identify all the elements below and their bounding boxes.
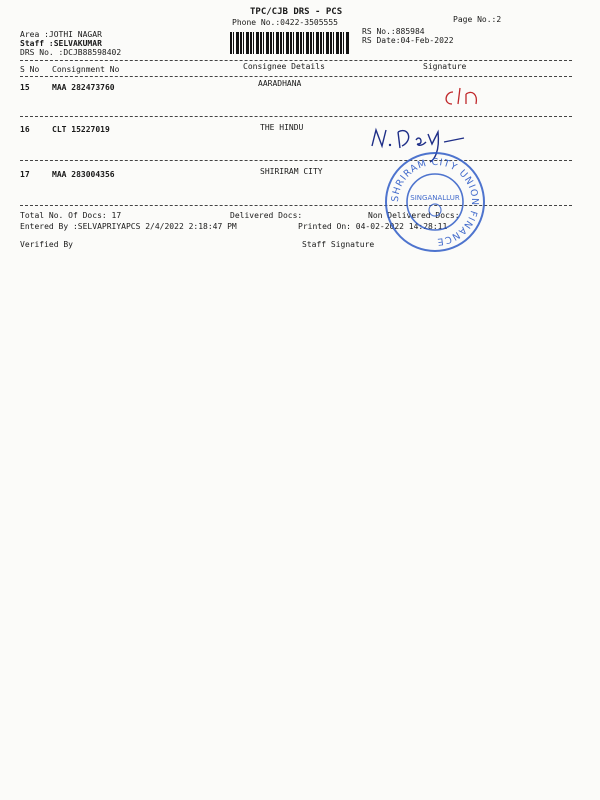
row-consignee: SHIRIRAM CITY [260,167,323,176]
stamp-ring-text: SHRIRAM CITY UNION FINANCE [389,156,481,248]
col-signature: Signature [423,62,467,71]
staff: Staff :SELVAKUMAR [20,39,102,48]
total-docs: Total No. Of Docs: 17 [20,211,122,220]
row-consignment: MAA 282473760 [52,83,115,92]
document-title: TPC/CJB DRS - PCS [250,7,343,17]
row-divider [20,116,572,117]
staff-signature: Staff Signature [302,240,375,249]
row-consignee: THE HINDU [260,123,304,132]
row-divider [20,205,572,206]
svg-text:SHRIRAM CITY UNION FINANCE [390,157,480,247]
entered-by: Entered By :SELVAPRIYAPCS 2/4/2022 2:18:47 PM [20,222,237,231]
printed-on: Printed On: 04-02-2022 14:28:11 [298,222,448,231]
rs-number: RS No.:885984 [362,27,425,36]
row-consignment: CLT 15227019 [52,125,110,134]
col-consignee: Consignee Details [243,62,325,71]
barcode [230,32,350,54]
page-number: Page No.:2 [453,15,502,24]
row-sno: 16 [20,125,30,134]
row-consignee: AARADHANA [258,79,302,88]
divider [20,60,572,61]
row-sno: 17 [20,170,30,179]
non-delivered-docs: Non Delivered Docs: [368,211,460,220]
divider [20,76,572,77]
drs-number: DRS No. :DCJB88598402 [20,48,122,57]
row-divider [20,160,572,161]
col-consignment: Consignment No [52,65,120,74]
rs-date: RS Date:04-Feb-2022 [362,36,454,45]
row-sno: 15 [20,83,30,92]
company-stamp [383,150,487,254]
area: Area :JOTHI NAGAR [20,30,102,39]
verified-by: Verified By [20,240,73,249]
phone-number: Phone No.:0422-3505555 [232,18,338,27]
row-consignment: MAA 283004356 [52,170,115,179]
delivered-docs: Delivered Docs: [230,211,303,220]
handwritten-note [440,86,490,110]
stamp-center-text: SINGANALLUR [410,194,460,202]
col-sno: S No [20,65,40,74]
